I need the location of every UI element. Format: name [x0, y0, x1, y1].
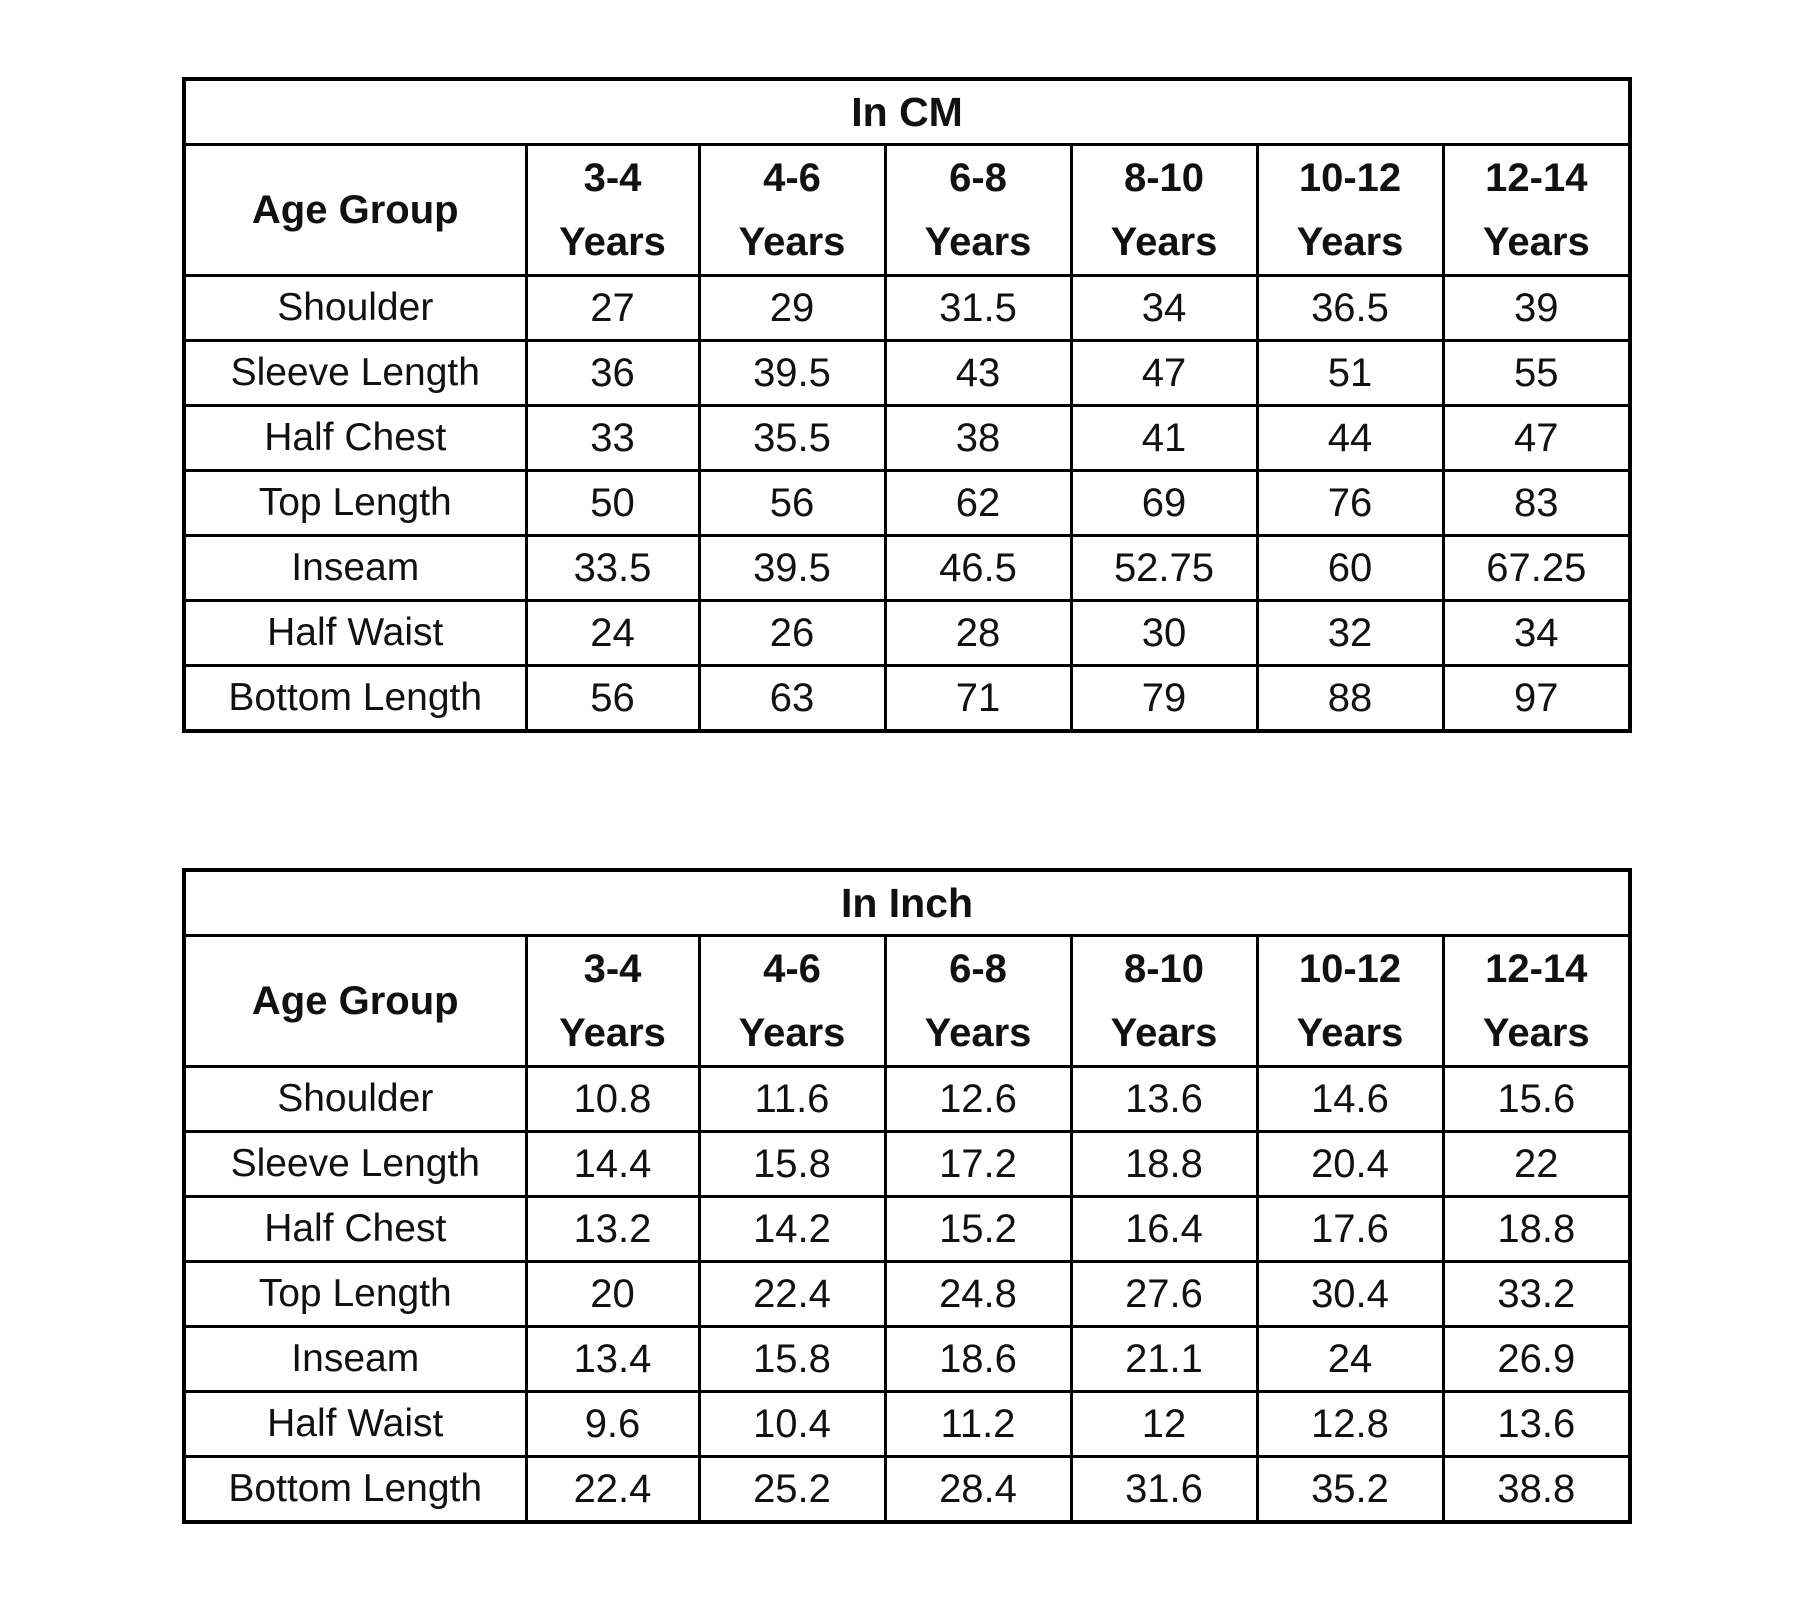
- column-header: [1071, 145, 1257, 276]
- row-label: Inseam: [184, 536, 526, 601]
- table-cell: 10.8: [526, 1067, 699, 1132]
- age-unit: Years: [924, 220, 1032, 264]
- table-cell: 39.5: [699, 536, 885, 601]
- table-cell: 69: [1071, 471, 1257, 536]
- age-unit: Years: [1110, 220, 1218, 264]
- age-range: 12-14: [1485, 156, 1588, 200]
- table-cell: 62: [885, 471, 1071, 536]
- table-cell: 31.6: [1071, 1457, 1257, 1523]
- table-row: [184, 341, 1630, 406]
- table-row: [184, 1327, 1630, 1392]
- table-cell: 24: [526, 601, 699, 666]
- age-unit: Years: [1296, 1011, 1404, 1055]
- table-cell: 17.2: [885, 1132, 1071, 1197]
- table-cell: 26: [699, 601, 885, 666]
- column-header: [1443, 145, 1630, 276]
- age-unit: Years: [1482, 220, 1590, 264]
- column-header: [1071, 936, 1257, 1067]
- table-cell: 18.8: [1443, 1197, 1630, 1262]
- table-cell: 26.9: [1443, 1327, 1630, 1392]
- table-title: In Inch: [184, 870, 1630, 936]
- column-header: [885, 936, 1071, 1067]
- table-cell: 39.5: [699, 341, 885, 406]
- table-cell: 50: [526, 471, 699, 536]
- table-cell: 56: [526, 666, 699, 732]
- table-row: [184, 406, 1630, 471]
- table-cell: 9.6: [526, 1392, 699, 1457]
- table-cell: 21.1: [1071, 1327, 1257, 1392]
- column-header: [699, 145, 885, 276]
- table-header-row: [184, 936, 1630, 1067]
- table-cell: 33.5: [526, 536, 699, 601]
- table-cell: 10.4: [699, 1392, 885, 1457]
- table-cell: 15.8: [699, 1132, 885, 1197]
- table-cell: 47: [1443, 406, 1630, 471]
- table-row: [184, 1457, 1630, 1523]
- age-range: 6-8: [949, 947, 1007, 991]
- table-cell: 52.75: [1071, 536, 1257, 601]
- table-cell: 38: [885, 406, 1071, 471]
- table-cell: 22: [1443, 1132, 1630, 1197]
- age-range: 8-10: [1123, 947, 1205, 991]
- table-cell: 16.4: [1071, 1197, 1257, 1262]
- row-label: Sleeve Length: [184, 341, 526, 406]
- table-cell: 30: [1071, 601, 1257, 666]
- table-cell: 33: [526, 406, 699, 471]
- age-range: 3-4: [583, 156, 642, 200]
- column-header: [1257, 145, 1443, 276]
- table-header-row: [184, 145, 1630, 276]
- row-label: Half Waist: [184, 601, 526, 666]
- table-cell: 12.8: [1257, 1392, 1443, 1457]
- age-range: 3-4: [583, 947, 642, 991]
- table-cell: 11.6: [699, 1067, 885, 1132]
- age-unit: Years: [924, 1011, 1032, 1055]
- table-cell: 47: [1071, 341, 1257, 406]
- table-cell: 32: [1257, 601, 1443, 666]
- table-cell: 63: [699, 666, 885, 732]
- table-row: [184, 1262, 1630, 1327]
- table-cell: 22.4: [699, 1262, 885, 1327]
- table-cell: 88: [1257, 666, 1443, 732]
- age-unit: Years: [559, 1011, 666, 1055]
- table-cell: 20.4: [1257, 1132, 1443, 1197]
- table-cell: 28.4: [885, 1457, 1071, 1523]
- table-cell: 38.8: [1443, 1457, 1630, 1523]
- table-cell: 18.8: [1071, 1132, 1257, 1197]
- age-unit: Years: [1110, 1011, 1218, 1055]
- table-cell: 17.6: [1257, 1197, 1443, 1262]
- table-cell: 22.4: [526, 1457, 699, 1523]
- table-cell: 44: [1257, 406, 1443, 471]
- table-cell: 33.2: [1443, 1262, 1630, 1327]
- table-cell: 14.6: [1257, 1067, 1443, 1132]
- table-row: [184, 536, 1630, 601]
- table-cell: 34: [1443, 601, 1630, 666]
- column-header: [1257, 936, 1443, 1067]
- table-title-row: [184, 79, 1630, 145]
- age-unit: Years: [559, 220, 666, 264]
- table-row: [184, 1132, 1630, 1197]
- table-cell: 76: [1257, 471, 1443, 536]
- table-cell: 31.5: [885, 276, 1071, 341]
- table-cell: 13.6: [1071, 1067, 1257, 1132]
- table-title: In CM: [184, 79, 1630, 145]
- age-range: 4-6: [763, 947, 821, 991]
- table-row: [184, 666, 1630, 732]
- table-cell: 30.4: [1257, 1262, 1443, 1327]
- age-range: 12-14: [1485, 947, 1588, 991]
- age-unit: Years: [738, 220, 846, 264]
- table-cell: 25.2: [699, 1457, 885, 1523]
- table-cell: 60: [1257, 536, 1443, 601]
- age-unit: Years: [1482, 1011, 1590, 1055]
- table-cell: 55: [1443, 341, 1630, 406]
- table-row: [184, 276, 1630, 341]
- table-cell: 15.6: [1443, 1067, 1630, 1132]
- table-cell: 71: [885, 666, 1071, 732]
- table-cell: 51: [1257, 341, 1443, 406]
- column-header: [526, 936, 699, 1067]
- table-cell: 15.8: [699, 1327, 885, 1392]
- table-cell: 35.2: [1257, 1457, 1443, 1523]
- size-chart-inch-table: [182, 868, 1632, 1524]
- table-cell: 67.25: [1443, 536, 1630, 601]
- age-range: 8-10: [1123, 156, 1205, 200]
- table-cell: 27: [526, 276, 699, 341]
- table-row: [184, 1067, 1630, 1132]
- row-label: Top Length: [184, 471, 526, 536]
- table-cell: 27.6: [1071, 1262, 1257, 1327]
- table-cell: 79: [1071, 666, 1257, 732]
- table-cell: 18.6: [885, 1327, 1071, 1392]
- table-cell: 83: [1443, 471, 1630, 536]
- column-header: [885, 145, 1071, 276]
- table-cell: 13.2: [526, 1197, 699, 1262]
- row-label: Shoulder: [184, 276, 526, 341]
- table-cell: 97: [1443, 666, 1630, 732]
- table-cell: 13.4: [526, 1327, 699, 1392]
- row-label: Sleeve Length: [184, 1132, 526, 1197]
- table-row: [184, 1197, 1630, 1262]
- row-label: Shoulder: [184, 1067, 526, 1132]
- column-header: [1443, 936, 1630, 1067]
- row-label: Inseam: [184, 1327, 526, 1392]
- age-unit: Years: [1296, 220, 1404, 264]
- table-cell: 13.6: [1443, 1392, 1630, 1457]
- table-cell: 36.5: [1257, 276, 1443, 341]
- age-range: 10-12: [1298, 947, 1402, 991]
- row-label: Top Length: [184, 1262, 526, 1327]
- table-title-row: [184, 870, 1630, 936]
- age-unit: Years: [738, 1011, 846, 1055]
- table-cell: 20: [526, 1262, 699, 1327]
- row-label: Half Chest: [184, 1197, 526, 1262]
- age-range: 6-8: [949, 156, 1007, 200]
- table-cell: 39: [1443, 276, 1630, 341]
- table-cell: 14.4: [526, 1132, 699, 1197]
- age-group-header: Age Group: [184, 936, 526, 1067]
- table-cell: 14.2: [699, 1197, 885, 1262]
- row-label: Half Waist: [184, 1392, 526, 1457]
- table-cell: 11.2: [885, 1392, 1071, 1457]
- table-row: [184, 471, 1630, 536]
- table-cell: 36: [526, 341, 699, 406]
- table-row: [184, 601, 1630, 666]
- table-cell: 34: [1071, 276, 1257, 341]
- row-label: Bottom Length: [184, 1457, 526, 1523]
- column-header: [699, 936, 885, 1067]
- table-row: [184, 1392, 1630, 1457]
- table-cell: 24: [1257, 1327, 1443, 1392]
- age-group-header: Age Group: [184, 145, 526, 276]
- table-cell: 35.5: [699, 406, 885, 471]
- table-cell: 29: [699, 276, 885, 341]
- table-cell: 12.6: [885, 1067, 1071, 1132]
- age-range: 10-12: [1298, 156, 1402, 200]
- column-header: [526, 145, 699, 276]
- table-cell: 24.8: [885, 1262, 1071, 1327]
- row-label: Bottom Length: [184, 666, 526, 732]
- table-cell: 43: [885, 341, 1071, 406]
- table-cell: 46.5: [885, 536, 1071, 601]
- table-cell: 15.2: [885, 1197, 1071, 1262]
- table-cell: 12: [1071, 1392, 1257, 1457]
- table-cell: 28: [885, 601, 1071, 666]
- size-chart-cm-table: [182, 77, 1632, 733]
- age-range: 4-6: [763, 156, 821, 200]
- row-label: Half Chest: [184, 406, 526, 471]
- table-cell: 56: [699, 471, 885, 536]
- table-cell: 41: [1071, 406, 1257, 471]
